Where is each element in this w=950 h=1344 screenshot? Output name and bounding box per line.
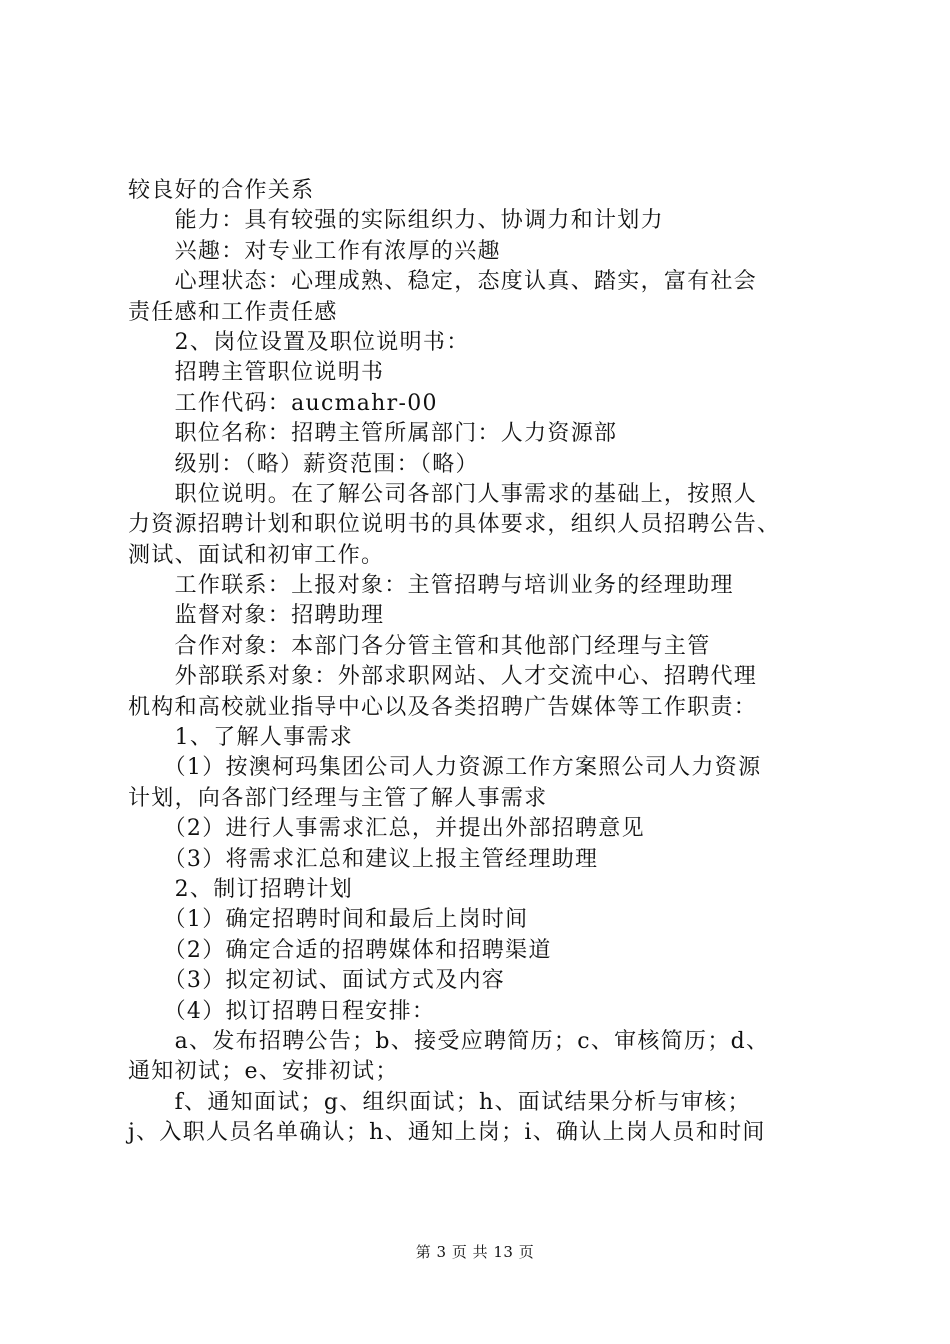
text-line: 职位名称：招聘主管所属部门：人力资源部: [128, 421, 618, 447]
text-line: j、入职人员名单确认；h、通知上岗；i、确认上岗人员和时间: [128, 1120, 766, 1146]
text-line: f、通知面试；g、组织面试；h、面试结果分析与审核；: [128, 1089, 751, 1115]
text-line: a、发布招聘公告；b、接受应聘简历；c、审核简历；d、: [128, 1028, 770, 1054]
text-line: 测试、面试和初审工作。: [128, 542, 385, 568]
text-line: （2）进行人事需求汇总，并提出外部招聘意见: [128, 816, 645, 842]
text-line: （1）按澳柯玛集团公司人力资源工作方案照公司人力资源: [128, 755, 762, 781]
text-line: 能力：具有较强的实际组织力、协调力和计划力: [128, 208, 664, 234]
text-line: （4）拟订招聘日程安排：: [128, 998, 436, 1024]
text-line: （1）确定招聘时间和最后上岗时间: [128, 907, 529, 933]
text-line: （3）将需求汇总和建议上报主管经理助理: [128, 846, 599, 872]
text-line: 力资源招聘计划和职位说明书的具体要求，组织人员招聘公告、: [128, 512, 781, 538]
text-line: 计划，向各部门经理与主管了解人事需求: [128, 785, 548, 811]
text-line: （3）拟定初试、面试方式及内容: [128, 968, 506, 994]
text-line: 合作对象：本部门各分管主管和其他部门经理与主管: [128, 633, 711, 659]
page-number: 第 3 页 共 13 页: [415, 1243, 535, 1261]
section-heading: 2、岗位设置及职位说明书：: [128, 329, 470, 355]
section-heading: 2、制订招聘计划: [128, 876, 353, 902]
text-line: 监督对象：招聘助理: [128, 603, 385, 629]
text-line: 心理状态：心理成熟、稳定，态度认真、踏实，富有社会: [128, 269, 758, 295]
text-line: 外部联系对象：外部求职网站、人才交流中心、招聘代理: [128, 664, 758, 690]
text-line: 工作代码：aucmahr-00: [128, 390, 438, 416]
text-line: （2）确定合适的招聘媒体和招聘渠道: [128, 937, 552, 963]
section-heading: 1、了解人事需求: [128, 725, 353, 751]
text-line: 工作联系：上报对象：主管招聘与培训业务的经理助理: [128, 573, 734, 599]
text-line: 通知初试；e、安排初试；: [128, 1059, 399, 1085]
text-line: 级别：（略）薪资范围：（略）: [128, 451, 479, 477]
page-footer: [0, 1242, 950, 1262]
text-line: 较良好的合作关系: [128, 178, 315, 203]
document-subtitle: 招聘主管职位说明书: [128, 360, 385, 386]
text-line: 机构和高校就业指导中心以及各类招聘广告媒体等工作职责：: [128, 694, 758, 720]
text-line: 职位说明。在了解公司各部门人事需求的基础上，按照人: [128, 481, 758, 507]
text-line: 责任感和工作责任感: [128, 299, 338, 325]
document-body: [128, 176, 838, 1149]
text-line: 兴趣：对专业工作有浓厚的兴趣: [128, 238, 501, 264]
